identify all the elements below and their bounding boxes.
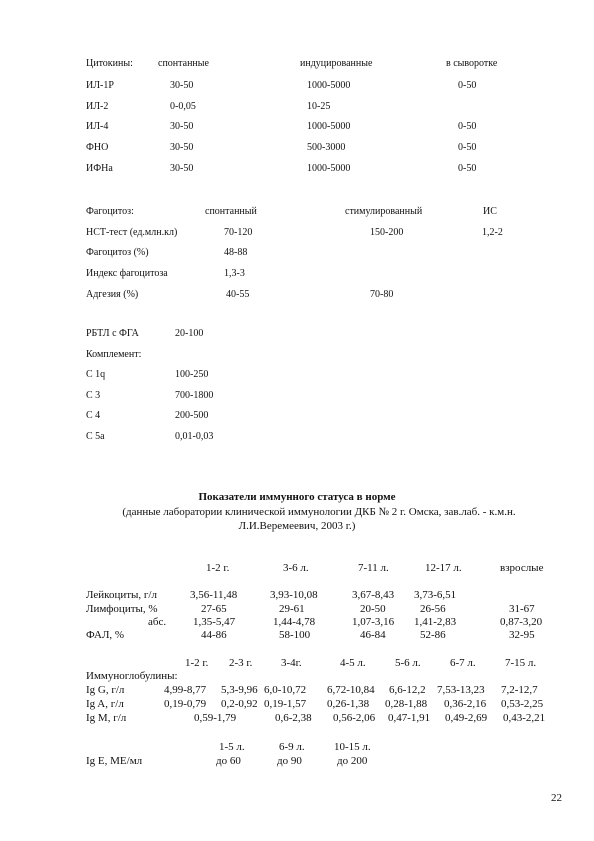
age-header: 7-15 л. [505, 657, 537, 669]
ig-value: 7,2-12,7 [501, 684, 538, 696]
phagocytosis-name: Индекс фагоцитоза [86, 268, 168, 279]
indicator-value: 3,56-11,48 [190, 589, 238, 601]
ige-name: Ig E, МЕ/мл [86, 755, 143, 767]
indicator-value: 31-67 [509, 603, 535, 615]
immune-status-subtitle-line-2: Л.И.Веремеевич, 2003 г.) [238, 520, 356, 532]
cytokine-name: ИЛ-1Р [86, 80, 114, 91]
phagocytosis-name: Адгезия (%) [86, 289, 139, 300]
complement-name: С 3 [86, 390, 101, 401]
phagocytosis-title: Фагоцитоз: [86, 206, 134, 217]
cytokine-spontaneous: 30-50 [170, 163, 194, 174]
phagocytosis-spontaneous: 1,3-3 [224, 268, 245, 279]
ige-value: до 200 [337, 755, 368, 767]
cytokine-serum: 0-50 [458, 121, 477, 132]
indicator-name: Лейкоциты, г/л [86, 589, 157, 601]
age-header: взрослые [500, 562, 544, 574]
ig-value: 0,19-0,79 [164, 698, 207, 710]
cytokine-induced: 1000-5000 [307, 121, 351, 132]
ig-value: 6,6-12,2 [389, 684, 426, 696]
phagocytosis-spontaneous: 48-88 [224, 247, 248, 258]
ig-value: 5,3-9,96 [221, 684, 258, 696]
ig-name: Ig A, г/л [86, 698, 124, 710]
age-header: 3-4г. [281, 657, 302, 669]
indicator-value: 26-56 [420, 603, 446, 615]
ig-name: Ig M, г/л [86, 712, 127, 724]
indicator-value: 1,41-2,83 [414, 616, 457, 628]
indicator-value: 3,73-6,51 [414, 589, 457, 601]
ig-name: Ig G, г/л [86, 684, 125, 696]
age-header: 10-15 л. [334, 741, 371, 753]
ig-value: 6,0-10,72 [264, 684, 307, 696]
ig-value: 6,72-10,84 [327, 684, 375, 696]
ig-value: 0,26-1,38 [327, 698, 370, 710]
ig-value: 4,99-8,77 [164, 684, 207, 696]
indicator-value: 46-84 [360, 629, 386, 641]
cytokine-serum: 0-50 [458, 80, 477, 91]
rbtl-value: 20-100 [175, 328, 204, 339]
cytokines-col-serum: в сыворотке [446, 58, 498, 69]
indicator-name: Лимфоциты, % [86, 603, 158, 615]
age-header: 6-7 л. [450, 657, 476, 669]
cytokines-col-induced: индуцированные [300, 58, 373, 69]
immune-status-subtitle-line-1: (данные лаборатории клинической иммунологии ДКБ № 2 г. Омска, зав.лаб. - к.м.н. [122, 506, 516, 518]
cytokine-spontaneous: 0-0,05 [170, 101, 196, 112]
ige-value: до 60 [216, 755, 241, 767]
immunoglobulins-title: Иммуноглобулины: [86, 670, 178, 682]
ig-value: 0,2-0,92 [221, 698, 258, 710]
age-header: 6-9 л. [279, 741, 305, 753]
indicator-value: 1,44-4,78 [273, 616, 316, 628]
age-header: 4-5 л. [340, 657, 366, 669]
cytokine-spontaneous: 30-50 [170, 121, 194, 132]
ig-value: 0,53-2,25 [501, 698, 544, 710]
age-header: 1-2 г. [206, 562, 230, 574]
indicator-value: 52-86 [420, 629, 446, 641]
indicator-value: 32-95 [509, 629, 535, 641]
indicator-value: 3,93-10,08 [270, 589, 318, 601]
phagocytosis-name: Фагоцитоз (%) [86, 247, 149, 258]
complement-name: С 1q [86, 369, 106, 380]
ig-value: 0,28-1,88 [385, 698, 428, 710]
ige-value: до 90 [277, 755, 302, 767]
ig-value: 0,19-1,57 [264, 698, 307, 710]
complement-name: С 4 [86, 410, 101, 421]
cytokine-induced: 10-25 [307, 101, 331, 112]
cytokine-serum: 0-50 [458, 142, 477, 153]
age-header: 1-2 г. [185, 657, 209, 669]
age-header: 1-5 л. [219, 741, 245, 753]
ig-value: 0,43-2,21 [503, 712, 546, 724]
indicator-value: 29-61 [279, 603, 305, 615]
indicator-value: 44-86 [201, 629, 227, 641]
rbtl-label: РБТЛ с ФГА [86, 328, 139, 339]
phagocytosis-col-stimulated: стимулированный [345, 206, 423, 217]
indicator-value: 3,67-8,43 [352, 589, 395, 601]
cytokines-title: Цитокины: [86, 58, 133, 69]
phagocytosis-col-is: ИС [483, 206, 497, 217]
ig-value: 0,36-2,16 [444, 698, 487, 710]
complement-value: 700-1800 [175, 390, 214, 401]
cytokine-serum: 0-50 [458, 163, 477, 174]
cytokine-name: ИЛ-4 [86, 121, 109, 132]
ig-value: 7,53-13,23 [437, 684, 485, 696]
ig-value: 0,56-2,06 [333, 712, 376, 724]
ig-value: 0,59-1,79 [194, 712, 237, 724]
cytokine-name: ИЛ-2 [86, 101, 109, 112]
indicator-name: ФАЛ, % [86, 629, 125, 641]
phagocytosis-spontaneous: 40-55 [226, 289, 250, 300]
age-header: 7-11 л. [358, 562, 389, 574]
indicator-value: 1,35-5,47 [193, 616, 236, 628]
phagocytosis-is: 1,2-2 [482, 227, 503, 238]
complement-name: С 5а [86, 431, 105, 442]
phagocytosis-stimulated: 70-80 [370, 289, 394, 300]
indicator-value: 58-100 [279, 629, 311, 641]
age-header: 2-3 г. [229, 657, 253, 669]
indicator-value: 0,87-3,20 [500, 616, 543, 628]
indicator-value: 1,07-3,16 [352, 616, 395, 628]
phagocytosis-col-spontaneous: спонтанный [205, 206, 257, 217]
ig-value: 0,49-2,69 [445, 712, 488, 724]
indicator-name: абс. [148, 616, 167, 628]
page-number: 22 [551, 792, 562, 804]
cytokine-spontaneous: 30-50 [170, 142, 194, 153]
phagocytosis-name: НСТ-тест (ед.млн.кл) [86, 227, 178, 238]
indicator-value: 20-50 [360, 603, 386, 615]
cytokine-name: ИФНа [86, 163, 113, 174]
cytokines-col-spontaneous: спонтанные [158, 58, 209, 69]
immune-status-title: Показатели иммунного статуса в норме [198, 491, 396, 503]
cytokine-spontaneous: 30-50 [170, 80, 194, 91]
complement-value: 0,01-0,03 [175, 431, 214, 442]
age-header: 3-6 л. [283, 562, 309, 574]
age-header: 12-17 л. [425, 562, 462, 574]
cytokine-induced: 1000-5000 [307, 163, 351, 174]
complement-title: Комплемент: [86, 349, 142, 360]
complement-value: 200-500 [175, 410, 209, 421]
cytokine-induced: 500-3000 [307, 142, 346, 153]
indicator-value: 27-65 [201, 603, 227, 615]
cytokine-name: ФНО [86, 142, 109, 153]
phagocytosis-stimulated: 150-200 [370, 227, 404, 238]
ig-value: 0,6-2,38 [275, 712, 312, 724]
complement-value: 100-250 [175, 369, 209, 380]
ig-value: 0,47-1,91 [388, 712, 431, 724]
phagocytosis-spontaneous: 70-120 [224, 227, 253, 238]
age-header: 5-6 л. [395, 657, 421, 669]
cytokine-induced: 1000-5000 [307, 80, 351, 91]
